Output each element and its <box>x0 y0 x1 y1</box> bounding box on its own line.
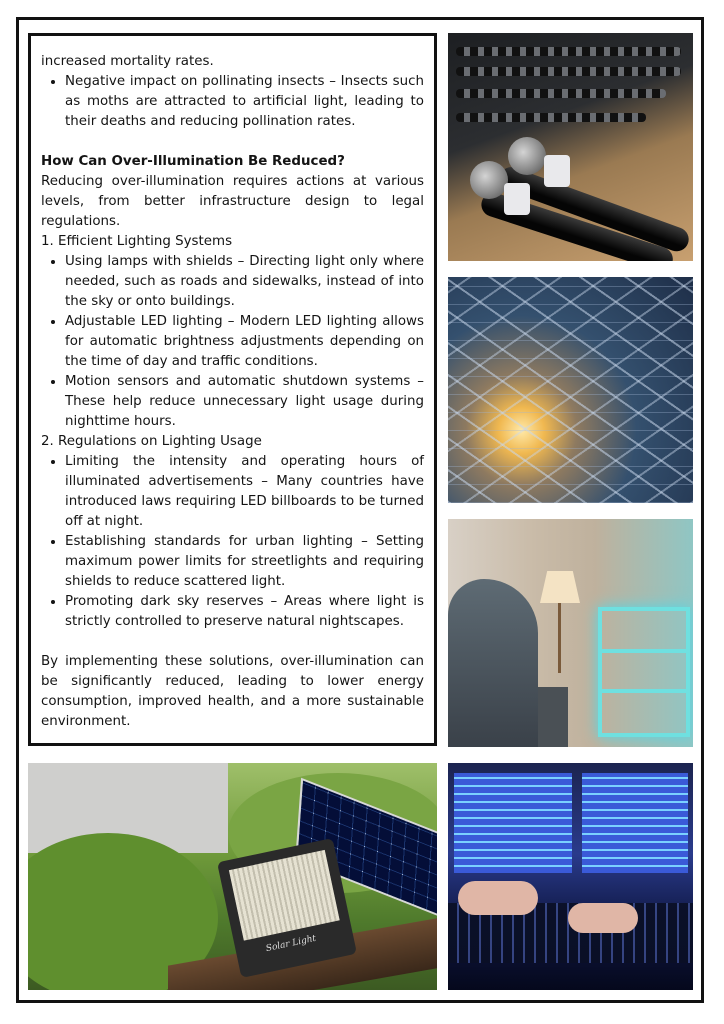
flood-lamp-glass <box>229 850 340 941</box>
mixer-knob-row <box>456 67 681 76</box>
intro-bullet-list <box>41 72 424 132</box>
mic-clip <box>504 183 530 215</box>
article-text-box <box>28 33 437 746</box>
list-item: • Using lamps with shields – Directing light only where needed, such as roads and sidewalks, instead of into the sky or onto buildings. <box>65 252 424 312</box>
efficient-lighting-list <box>41 252 424 432</box>
hand <box>568 903 638 933</box>
list-item: • Motion sensors and automatic shutdown systems – These help reduce unnecessary light usage during nighttime hours. <box>65 372 424 432</box>
truss-grid <box>448 277 693 503</box>
lead-paragraph: Reducing over-illumination requires actions at various levels, from better infrastructure design to legal regulations. <box>41 174 424 229</box>
led-shelf <box>598 607 690 737</box>
mic-clip <box>544 155 570 187</box>
mixer-knob-row <box>456 47 681 56</box>
list-item: • Negative impact on pollinating insects – Insects such as moths are attracted to artificial light, leading to their deaths and reducing pollination rates. <box>65 72 424 132</box>
monitor-screen <box>454 773 572 873</box>
section-heading: How Can Over-Illumination Be Reduced? <box>41 154 345 169</box>
intro-fragment: increased mortality rates. <box>41 54 214 69</box>
shelf-divider <box>598 689 690 693</box>
shelf-divider <box>598 649 690 653</box>
regulations-list <box>41 452 424 632</box>
photo-truss-ceiling <box>448 277 693 503</box>
microphone-grille <box>470 161 508 199</box>
person-with-phone <box>448 579 538 747</box>
floor-lamp-stand <box>558 603 561 673</box>
list-item: • Establishing standards for urban lighting – Setting maximum power limits for streetlights and requiring shields to reduce scattered light. <box>65 532 424 592</box>
list-item: • Promoting dark sky reserves – Areas where light is strictly controlled to preserve natural nightscapes. <box>65 592 424 632</box>
hand <box>458 881 538 915</box>
subsection-title-regulations: 2. Regulations on Lighting Usage <box>41 434 262 449</box>
photo-solar-flood-light <box>28 763 437 990</box>
mixer-knob-row <box>456 113 646 122</box>
flood-lamp <box>217 838 357 978</box>
microphone-grille <box>508 137 546 175</box>
closing-paragraph: By implementing these solutions, over-illumination can be significantly reduced, leading to lower energy consumption, improved health, and a more sustainable environment. <box>41 654 424 729</box>
photo-mixer-microphones <box>448 33 693 261</box>
mixer-knob-row <box>456 89 666 98</box>
list-item: • Adjustable LED lighting – Modern LED lighting allows for automatic brightness adjustments depending on the time of day and traffic conditions. <box>65 312 424 372</box>
floor-lamp-shade <box>540 571 580 603</box>
photo-studio-console <box>448 763 693 990</box>
photo-living-room <box>448 519 693 747</box>
subsection-title-efficient-lighting: 1. Efficient Lighting Systems <box>41 234 233 249</box>
list-item: • Limiting the intensity and operating hours of illuminated advertisements – Many countries have introduced laws requiring LED billboards to be turned off at night. <box>65 452 424 532</box>
monitor-screen <box>582 773 688 873</box>
lamp-label: Solar Light <box>265 933 318 955</box>
